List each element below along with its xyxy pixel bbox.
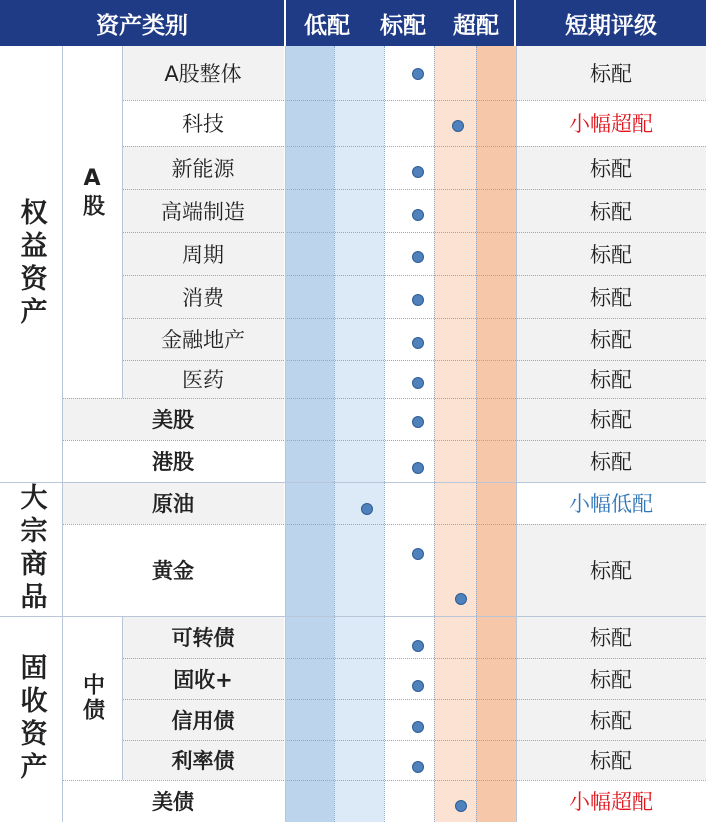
position-dot [412, 209, 424, 221]
position-dot [412, 166, 424, 178]
divider [285, 46, 286, 822]
row-name: 消费 [122, 275, 284, 318]
position-dot [455, 800, 467, 812]
position-dot [412, 294, 424, 306]
row-rating: 标配 [516, 146, 706, 189]
row-name: 医药 [122, 360, 284, 398]
row-rating: 小幅超配 [569, 112, 653, 136]
divider [122, 232, 706, 233]
row-rating: 标配 [516, 740, 706, 780]
divider [122, 616, 123, 780]
group-china-bond [62, 616, 122, 780]
row-name: 黄金 [152, 559, 194, 583]
column-low-strong [286, 46, 334, 822]
group-commodity-label: 大宗商品 [15, 483, 47, 615]
position-dot [412, 721, 424, 733]
divider [122, 46, 123, 398]
group-commodity [0, 482, 62, 616]
divider [122, 275, 706, 276]
row-name: A股整体 [122, 46, 284, 100]
position-dot [455, 593, 467, 605]
position-dot [361, 503, 373, 515]
position-dot [412, 462, 424, 474]
row-rating: 标配 [516, 616, 706, 658]
group-china-bond-label: 中债 [79, 673, 105, 723]
position-dot [412, 416, 424, 428]
column-over-slight [434, 46, 476, 822]
row-rating: 标配 [516, 232, 706, 275]
row-name: 原油 [62, 482, 284, 524]
divider [122, 658, 706, 659]
divider [122, 318, 706, 319]
row-name: 美股 [62, 398, 284, 440]
group-fixed-income-label: 固收资产 [15, 653, 47, 785]
row-name: 周期 [122, 232, 284, 275]
divider [122, 189, 706, 190]
row-rating: 标配 [516, 275, 706, 318]
divider [0, 616, 706, 617]
header-rating: 短期评级 [516, 0, 706, 46]
group-equity-label: 权益资产 [15, 198, 47, 330]
divider [334, 46, 335, 822]
row-rating: 标配 [516, 658, 706, 699]
divider [122, 146, 706, 147]
row-name: 高端制造 [122, 189, 284, 232]
header-standard: 标配 [368, 0, 438, 46]
row-rating: 标配 [516, 699, 706, 740]
divider [122, 699, 706, 700]
header-over: 超配 [438, 0, 514, 46]
position-dot [412, 377, 424, 389]
divider [384, 46, 385, 822]
row-name: 新能源 [122, 146, 284, 189]
row-name: 港股 [152, 450, 194, 474]
divider [122, 100, 706, 101]
group-fixed-income [0, 616, 62, 822]
row-rating: 标配 [516, 46, 706, 100]
position-dot [412, 337, 424, 349]
group-a-share-label: A股 [79, 165, 105, 219]
row-name: 科技 [182, 112, 224, 136]
row-name: 可转债 [122, 616, 284, 658]
position-dot [412, 548, 424, 560]
column-standard [384, 46, 434, 822]
header-category: 资产类别 [0, 0, 284, 46]
row-rating: 标配 [516, 318, 706, 360]
row-rating: 标配 [516, 440, 706, 482]
divider [122, 740, 706, 741]
divider [516, 46, 517, 822]
divider [434, 46, 435, 822]
divider [62, 46, 63, 822]
position-dot [412, 761, 424, 773]
row-name: 固收+ [122, 658, 284, 699]
position-dot [412, 680, 424, 692]
column-low-slight [334, 46, 384, 822]
row-rating: 小幅超配 [569, 790, 653, 814]
group-equity [0, 46, 62, 482]
column-over-strong [476, 46, 516, 822]
row-rating: 小幅低配 [569, 492, 653, 516]
divider [0, 482, 706, 483]
row-name: 信用债 [122, 699, 284, 740]
position-dot [452, 120, 464, 132]
divider [476, 46, 477, 822]
header-low: 低配 [286, 0, 368, 46]
row-name: 利率债 [122, 740, 284, 780]
row-rating: 标配 [516, 360, 706, 398]
divider [122, 360, 706, 361]
position-dot [412, 68, 424, 80]
row-rating: 标配 [516, 524, 706, 616]
position-dot [412, 640, 424, 652]
position-dot [412, 251, 424, 263]
row-rating: 标配 [516, 398, 706, 440]
row-name: 金融地产 [122, 318, 284, 360]
row-rating: 标配 [516, 189, 706, 232]
row-name: 美债 [152, 790, 194, 814]
group-a-share [62, 46, 122, 398]
